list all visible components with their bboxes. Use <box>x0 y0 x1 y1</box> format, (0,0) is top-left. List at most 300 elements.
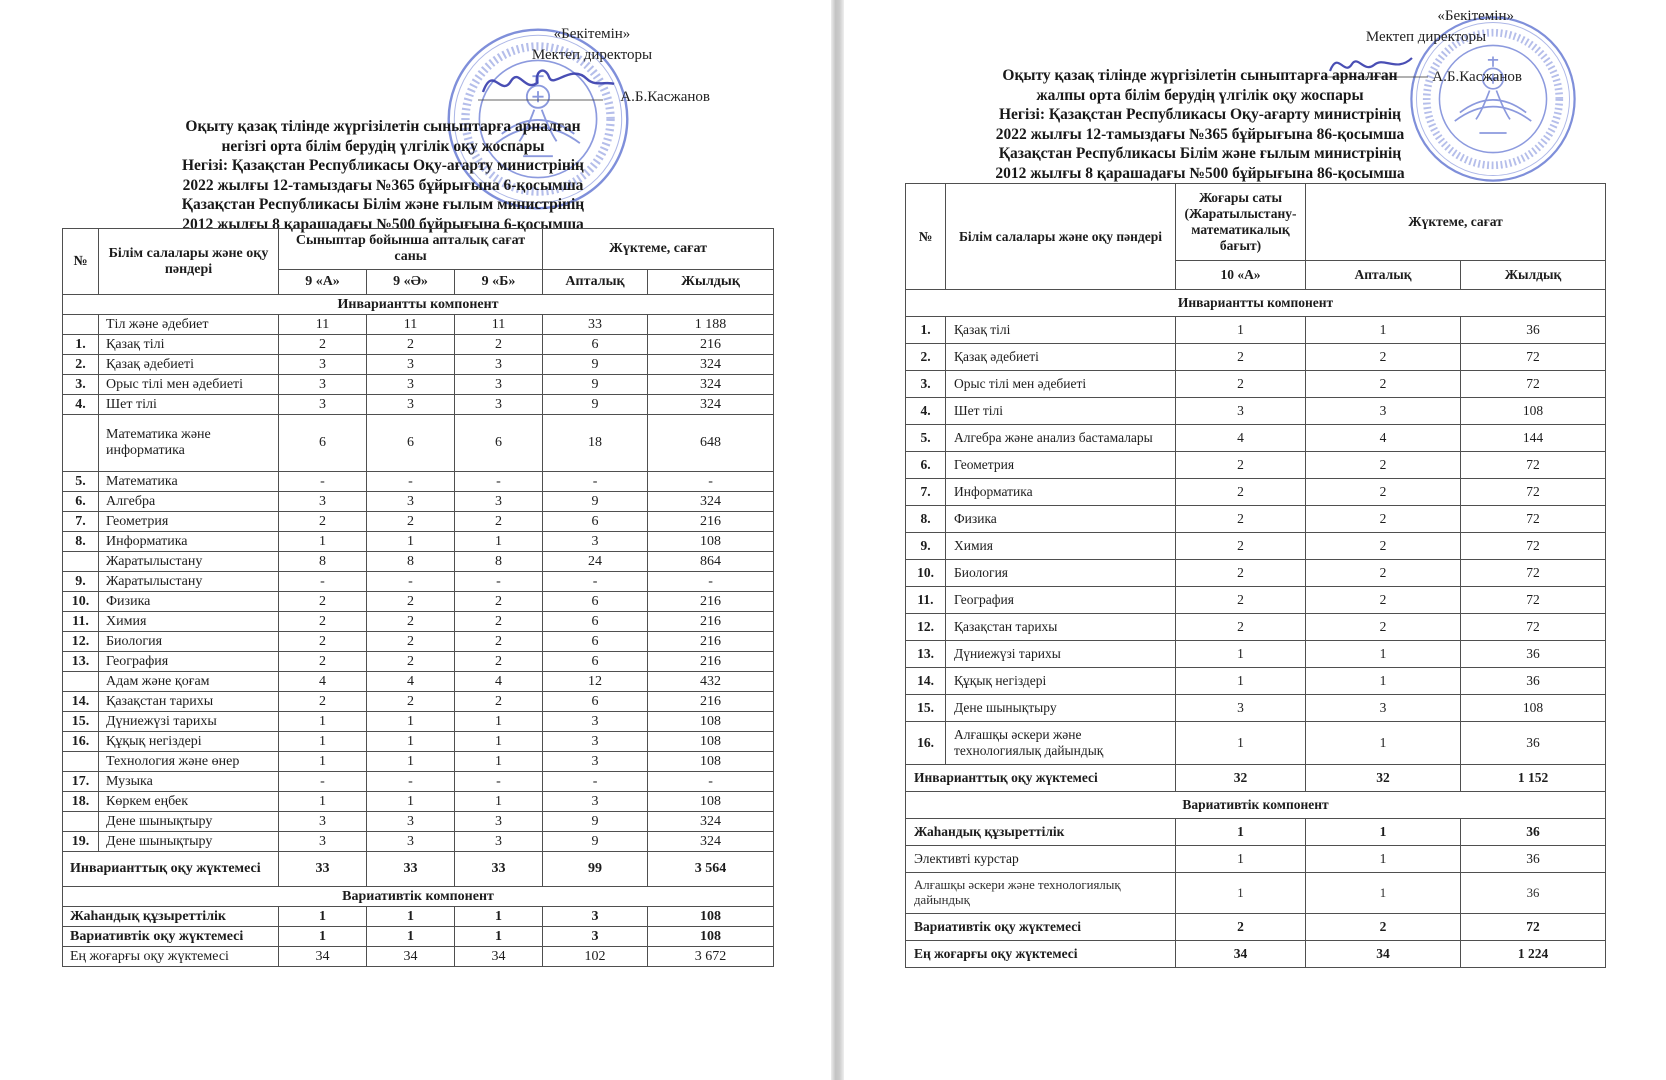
row-label: Жаһандық құзыреттілік <box>906 819 1176 846</box>
cell-value: 11 <box>367 315 455 335</box>
cell-value: 3 <box>279 492 367 512</box>
cell-value: 2 <box>1176 371 1306 398</box>
table-body <box>63 295 774 967</box>
col-header-number: № <box>906 184 946 290</box>
cell-value: 1 <box>1306 873 1461 914</box>
cell-value: 2 <box>279 652 367 672</box>
row-number: 1. <box>906 317 946 344</box>
row-label: Вариативтік оқу жүктемесі <box>63 927 279 947</box>
subject-name: Орыс тілі мен әдебиеті <box>99 375 279 395</box>
cell-value: 2 <box>1176 533 1306 560</box>
cell-value: 3 <box>279 375 367 395</box>
cell-value: 2 <box>1306 506 1461 533</box>
table-row <box>63 492 774 512</box>
table-row <box>63 395 774 415</box>
cell-value: 2 <box>455 612 543 632</box>
cell-value: 36 <box>1461 317 1606 344</box>
cell-value: 36 <box>1461 722 1606 765</box>
title-line: Қазақстан Республикасы Білім және ғылым министрінің <box>181 196 585 213</box>
cell-value: 2 <box>1176 914 1306 941</box>
cell-value: 1 <box>367 927 455 947</box>
table-header <box>63 229 774 295</box>
cell-value: - <box>648 772 774 792</box>
cell-value: 2 <box>279 692 367 712</box>
cell-value: 108 <box>1461 695 1606 722</box>
cell-value: 3 <box>543 752 648 772</box>
cell-value: 3 <box>1176 695 1306 722</box>
row-number: 3. <box>63 375 99 395</box>
title-line: жалпы орта білім берудің үлгілік оқу жоспары <box>1036 86 1364 104</box>
cell-value: 2 <box>367 612 455 632</box>
table-row <box>906 425 1606 452</box>
header-row <box>906 184 1606 261</box>
subject-name: Алгебра және анализ бастамалары <box>946 425 1176 452</box>
row-number: 16. <box>63 732 99 752</box>
cell-value: 8 <box>367 552 455 572</box>
table-row <box>906 765 1606 792</box>
table-row <box>906 344 1606 371</box>
cell-value: - <box>279 472 367 492</box>
cell-value: 108 <box>648 732 774 752</box>
subject-name: Математика <box>99 472 279 492</box>
row-number: 17. <box>63 772 99 792</box>
cell-value: 1 <box>279 752 367 772</box>
cell-value: 3 <box>367 375 455 395</box>
table-row <box>63 652 774 672</box>
cell-value: 2 <box>1306 479 1461 506</box>
cell-value: 2 <box>1306 452 1461 479</box>
row-number: 12. <box>63 632 99 652</box>
cell-value: 36 <box>1461 641 1606 668</box>
cell-value: 2 <box>455 692 543 712</box>
cell-value: - <box>543 772 648 792</box>
cell-value: 6 <box>543 632 648 652</box>
cell-value: 99 <box>543 852 648 887</box>
cell-value: 72 <box>1461 914 1606 941</box>
cell-value: 33 <box>279 852 367 887</box>
cell-value: 1 <box>1176 846 1306 873</box>
cell-value: 3 <box>455 375 543 395</box>
table-row <box>906 614 1606 641</box>
row-number: 2. <box>906 344 946 371</box>
cell-value: 33 <box>543 315 648 335</box>
cell-value: 72 <box>1461 506 1606 533</box>
table-row <box>63 732 774 752</box>
cell-value: 1 <box>279 532 367 552</box>
row-number: 14. <box>906 668 946 695</box>
approval-role: Мектеп директоры <box>531 47 653 63</box>
cell-value: 108 <box>648 907 774 927</box>
subject-name: Құқық негіздері <box>99 732 279 752</box>
table-row <box>906 819 1606 846</box>
approval-block <box>472 24 712 108</box>
row-number: 3. <box>906 371 946 398</box>
table-row <box>63 812 774 832</box>
table-row <box>63 552 774 572</box>
table-row <box>63 472 774 492</box>
cell-value: 11 <box>279 315 367 335</box>
cell-value: 2 <box>1306 371 1461 398</box>
cell-value: 6 <box>543 335 648 355</box>
cell-value: 216 <box>648 335 774 355</box>
subject-name: Информатика <box>946 479 1176 506</box>
row-number <box>63 552 99 572</box>
cell-value: 3 <box>1176 398 1306 425</box>
row-label: Инварианттық оқу жүктемесі <box>63 852 279 887</box>
cell-value: 216 <box>648 632 774 652</box>
cell-value: - <box>455 472 543 492</box>
cell-value: 2 <box>367 335 455 355</box>
cell-value: 24 <box>543 552 648 572</box>
cell-value: 6 <box>367 415 455 472</box>
table-row <box>63 792 774 812</box>
subject-name: Технология және өнер <box>99 752 279 772</box>
table-row <box>63 415 774 472</box>
cell-value: 2 <box>455 632 543 652</box>
row-number: 13. <box>63 652 99 672</box>
cell-value: 32 <box>1306 765 1461 792</box>
cell-value: 72 <box>1461 371 1606 398</box>
table-row <box>906 914 1606 941</box>
cell-value: 9 <box>543 492 648 512</box>
document-title <box>935 66 1465 183</box>
cell-value: 1 <box>279 732 367 752</box>
cell-value: 1 <box>279 712 367 732</box>
col-header-yearly: Жылдық <box>648 270 774 295</box>
cell-value: 2 <box>1306 914 1461 941</box>
table-row <box>63 512 774 532</box>
row-number: 18. <box>63 792 99 812</box>
cell-value: 2 <box>455 335 543 355</box>
subject-name: Алгебра <box>99 492 279 512</box>
cell-value: 3 <box>1306 695 1461 722</box>
cell-value: 1 <box>1176 317 1306 344</box>
row-number: 10. <box>906 560 946 587</box>
cell-value: 36 <box>1461 819 1606 846</box>
cell-value: 1 <box>455 732 543 752</box>
row-number: 14. <box>63 692 99 712</box>
col-header-number: № <box>63 229 99 295</box>
cell-value: 34 <box>367 947 455 967</box>
cell-value: 2 <box>279 632 367 652</box>
cell-value: 1 <box>1176 819 1306 846</box>
col-header-subject: Білім салалары және оқу пәндері <box>946 184 1176 290</box>
cell-value: 3 <box>1306 398 1461 425</box>
cell-value: 1 <box>279 907 367 927</box>
subject-name: Жаратылыстану <box>99 572 279 592</box>
table-row <box>63 375 774 395</box>
cell-value: 864 <box>648 552 774 572</box>
row-number: 9. <box>906 533 946 560</box>
table-row <box>63 927 774 947</box>
cell-value: 324 <box>648 355 774 375</box>
cell-value: - <box>367 772 455 792</box>
cell-value: 18 <box>543 415 648 472</box>
cell-value: 4 <box>1176 425 1306 452</box>
document-page-left <box>0 0 831 1080</box>
col-group-weekly-hours-by-class: Сыныптар бойынша апталық сағат саны <box>279 229 543 270</box>
col-header-subject: Білім салалары және оқу пәндері <box>99 229 279 295</box>
cell-value: 4 <box>1306 425 1461 452</box>
subject-name: Көркем еңбек <box>99 792 279 812</box>
subject-name: Информатика <box>99 532 279 552</box>
cell-value: 3 <box>367 812 455 832</box>
table-row <box>63 772 774 792</box>
cell-value: 11 <box>455 315 543 335</box>
title-line: Оқыту қазақ тілінде жүргізілетін сыныптарға арналған <box>185 118 581 135</box>
cell-value: 72 <box>1461 560 1606 587</box>
cell-value: 1 <box>455 532 543 552</box>
cell-value: 1 <box>455 792 543 812</box>
document-page-right <box>844 0 1666 1080</box>
title-line: 2012 жылғы 8 қарашадағы №500 бұйрығына 6-қосымша <box>182 215 584 233</box>
table-row <box>63 947 774 967</box>
cell-value: 9 <box>543 832 648 852</box>
cell-value: 108 <box>648 927 774 947</box>
cell-value: 3 <box>543 907 648 927</box>
title-line: 2022 жылғы 12-тамыздағы №365 бұйрығына 86-қосымша <box>995 125 1405 143</box>
row-number: 12. <box>906 614 946 641</box>
col-header-class-9ae: 9 «Ә» <box>367 270 455 295</box>
cell-value: 2 <box>1176 344 1306 371</box>
table-row <box>63 532 774 552</box>
cell-value: 3 <box>367 355 455 375</box>
curriculum-table-grade10 <box>905 183 1606 968</box>
cell-value: 4 <box>455 672 543 692</box>
cell-value: 2 <box>1176 587 1306 614</box>
table-row <box>63 832 774 852</box>
table-row <box>906 506 1606 533</box>
cell-value: 3 672 <box>648 947 774 967</box>
cell-value: 6 <box>543 512 648 532</box>
subject-name: Құқық негіздері <box>946 668 1176 695</box>
cell-value: 1 <box>455 752 543 772</box>
row-number: 1. <box>63 335 99 355</box>
subject-name: Шет тілі <box>946 398 1176 425</box>
subject-name: Адам және қоғам <box>99 672 279 692</box>
cell-value: 1 <box>367 752 455 772</box>
cell-value: 1 <box>1176 873 1306 914</box>
row-number: 16. <box>906 722 946 765</box>
subject-name: Химия <box>99 612 279 632</box>
cell-value: - <box>543 472 648 492</box>
col-header-class-9b: 9 «Б» <box>455 270 543 295</box>
table-section-row <box>906 792 1606 819</box>
row-number: 13. <box>906 641 946 668</box>
cell-value: 1 <box>367 907 455 927</box>
cell-value: 2 <box>455 652 543 672</box>
table-row <box>63 612 774 632</box>
table-row <box>63 907 774 927</box>
cell-value: 2 <box>1176 506 1306 533</box>
subject-name: Алғашқы әскери және технологиялық дайындық <box>946 722 1176 765</box>
cell-value: 324 <box>648 832 774 852</box>
section-label: Инвариантты компонент <box>63 295 774 315</box>
cell-value: 1 <box>1306 641 1461 668</box>
cell-value: 2 <box>1176 614 1306 641</box>
subject-name: Математика және информатика <box>99 415 279 472</box>
table-row <box>63 335 774 355</box>
cell-value: - <box>648 572 774 592</box>
cell-value: 3 <box>455 492 543 512</box>
table-row <box>906 452 1606 479</box>
title-line: Қазақстан Республикасы Білім және ғылым министрінің <box>998 145 1402 162</box>
cell-value: 4 <box>367 672 455 692</box>
page-gap-divider <box>831 0 844 1080</box>
cell-value: 1 188 <box>648 315 774 335</box>
cell-value: - <box>367 572 455 592</box>
cell-value: 2 <box>1306 344 1461 371</box>
table-row <box>906 668 1606 695</box>
subject-name: Тіл және әдебиет <box>99 315 279 335</box>
cell-value: 1 <box>455 907 543 927</box>
section-label: Инвариантты компонент <box>906 290 1606 317</box>
row-number: 6. <box>906 452 946 479</box>
row-number <box>63 672 99 692</box>
title-line: Негізі: Қазақстан Республикасы Оқу-ағарту министрінің <box>182 157 584 174</box>
cell-value: 1 <box>367 792 455 812</box>
cell-value: - <box>279 772 367 792</box>
table-row <box>63 355 774 375</box>
section-label: Вариативтік компонент <box>906 792 1606 819</box>
title-line: 2012 жылғы 8 қарашадағы №500 бұйрығына 86-қосымша <box>995 164 1405 182</box>
cell-value: 8 <box>279 552 367 572</box>
title-line: 2022 жылғы 12-тамыздағы №365 бұйрығына 6-қосымша <box>182 176 584 194</box>
cell-value: - <box>543 572 648 592</box>
cell-value: - <box>455 772 543 792</box>
row-number: 7. <box>63 512 99 532</box>
subject-name: Қазақ әдебиеті <box>946 344 1176 371</box>
subject-name: Қазақстан тарихы <box>946 614 1176 641</box>
subject-name: Музыка <box>99 772 279 792</box>
cell-value: 2 <box>367 592 455 612</box>
table-section-row <box>63 295 774 315</box>
cell-value: 9 <box>543 355 648 375</box>
subject-name: Орыс тілі мен әдебиеті <box>946 371 1176 398</box>
subject-name: Физика <box>946 506 1176 533</box>
cell-value: 9 <box>543 395 648 415</box>
cell-value: 72 <box>1461 344 1606 371</box>
cell-value: 3 <box>367 492 455 512</box>
cell-value: 108 <box>648 712 774 732</box>
cell-value: 3 <box>543 532 648 552</box>
cell-value: 3 <box>455 355 543 375</box>
table-row <box>906 560 1606 587</box>
cell-value: - <box>455 572 543 592</box>
row-number: 15. <box>63 712 99 732</box>
subject-name: Қазақ тілі <box>99 335 279 355</box>
cell-value: 32 <box>1176 765 1306 792</box>
subject-name: Биология <box>99 632 279 652</box>
cell-value: 432 <box>648 672 774 692</box>
subject-name: География <box>946 587 1176 614</box>
cell-value: 12 <box>543 672 648 692</box>
table-row <box>906 587 1606 614</box>
subject-name: Химия <box>946 533 1176 560</box>
subject-name: Қазақ әдебиеті <box>99 355 279 375</box>
title-line: негізгі орта білім берудің үлгілік оқу жоспары <box>221 137 545 155</box>
cell-value: 1 <box>367 712 455 732</box>
cell-value: 1 <box>455 927 543 947</box>
row-label: Ең жоғарғы оқу жүктемесі <box>906 941 1176 968</box>
cell-value: 36 <box>1461 846 1606 873</box>
cell-value: 1 152 <box>1461 765 1606 792</box>
table-row <box>906 479 1606 506</box>
subject-name: Физика <box>99 592 279 612</box>
approval-role: Мектеп директоры <box>1365 29 1487 45</box>
cell-value: 1 <box>1306 668 1461 695</box>
table-row <box>63 315 774 335</box>
cell-value: 6 <box>279 415 367 472</box>
curriculum-table-grade9 <box>62 228 774 967</box>
row-number: 10. <box>63 592 99 612</box>
cell-value: 72 <box>1461 533 1606 560</box>
cell-value: 1 <box>1306 722 1461 765</box>
cell-value: 2 <box>1176 479 1306 506</box>
cell-value: 3 <box>279 395 367 415</box>
cell-value: 3 <box>543 792 648 812</box>
table-row <box>63 852 774 887</box>
cell-value: 216 <box>648 652 774 672</box>
subject-name: Дене шынықтыру <box>946 695 1176 722</box>
row-number: 8. <box>906 506 946 533</box>
title-line: Негізі: Қазақстан Республикасы Оқу-ағарту министрінің <box>999 106 1401 123</box>
row-label: Ең жоғарғы оқу жүктемесі <box>63 947 279 967</box>
row-number: 11. <box>63 612 99 632</box>
cell-value: 36 <box>1461 873 1606 914</box>
cell-value: 9 <box>543 375 648 395</box>
cell-value: 102 <box>543 947 648 967</box>
cell-value: 6 <box>543 592 648 612</box>
table-section-row <box>906 290 1606 317</box>
table-section-row <box>63 887 774 907</box>
table-row <box>63 752 774 772</box>
row-number: 5. <box>63 472 99 492</box>
cell-value: 3 <box>279 355 367 375</box>
cell-value: 1 <box>455 712 543 732</box>
subject-name: Геометрия <box>946 452 1176 479</box>
cell-value: 2 <box>1306 533 1461 560</box>
cell-value: 33 <box>455 852 543 887</box>
cell-value: 1 <box>279 792 367 812</box>
row-number: 4. <box>63 395 99 415</box>
cell-value: 324 <box>648 395 774 415</box>
subject-name: Жаратылыстану <box>99 552 279 572</box>
cell-value: 1 <box>1306 846 1461 873</box>
table-row <box>906 941 1606 968</box>
subject-name: Дене шынықтыру <box>99 832 279 852</box>
cell-value: 6 <box>543 652 648 672</box>
cell-value: 1 <box>1176 668 1306 695</box>
table-row <box>906 873 1606 914</box>
table-row <box>63 672 774 692</box>
row-number <box>63 315 99 335</box>
cell-value: 1 <box>279 927 367 947</box>
cell-value: 3 <box>543 732 648 752</box>
cell-value: 2 <box>279 612 367 632</box>
cell-value: 2 <box>367 692 455 712</box>
cell-value: 108 <box>648 532 774 552</box>
col-header-yearly: Жылдық <box>1461 261 1606 290</box>
cell-value: 2 <box>455 512 543 532</box>
cell-value: 1 <box>1306 819 1461 846</box>
subject-name: Биология <box>946 560 1176 587</box>
cell-value: 3 <box>279 832 367 852</box>
subject-name: Дене шынықтыру <box>99 812 279 832</box>
table-row <box>906 641 1606 668</box>
col-header-weekly: Апталық <box>543 270 648 295</box>
cell-value: 2 <box>455 592 543 612</box>
